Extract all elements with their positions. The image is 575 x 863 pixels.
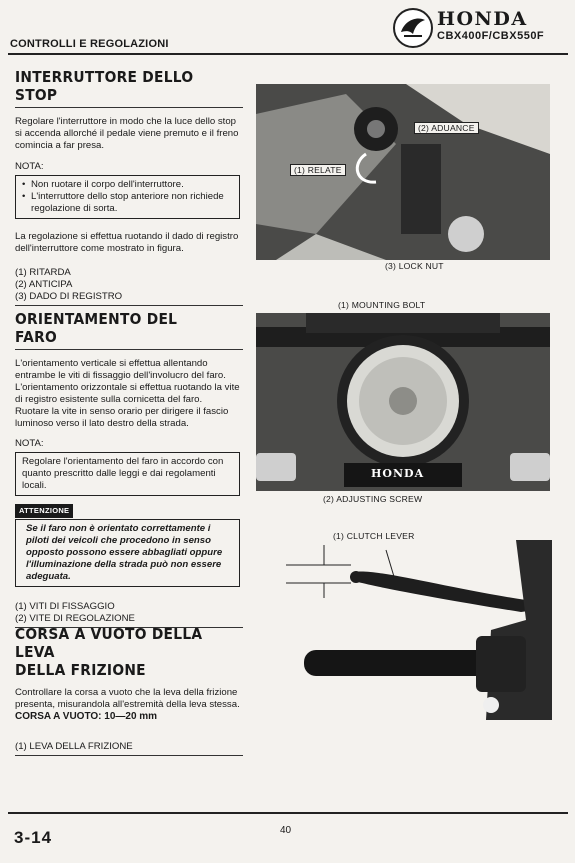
- honda-wing-logo: [393, 8, 433, 48]
- legend-item: (1) RITARDA: [15, 267, 71, 278]
- stop-switch-title: INTERRUTTORE DELLO STOP: [15, 68, 194, 104]
- section-title: CONTROLLI E REGOLAZIONI: [10, 38, 169, 50]
- title-rule: [15, 107, 243, 108]
- stop-switch-procedure: La regolazione si effettua ruotando il dado di registro dell'interruttore come mostrato in figura.: [15, 231, 239, 254]
- clutch-lever-label: (1) CLUTCH LEVER: [333, 531, 415, 541]
- mounting-bolt-label: (1) MOUNTING BOLT: [338, 300, 426, 310]
- brand-name: HONDA: [437, 8, 528, 30]
- note-label: NOTA:: [15, 161, 44, 172]
- note-box: [15, 452, 240, 496]
- clutch-spec: CORSA A VUOTO: 10—20 mm: [15, 711, 158, 722]
- warning-text: Se il faro non è orientato correttamente i piloti dei veicoli che procedono in senso opposto possono essere abbagliati oppure l'illuminazione della strada può non essere adeguata.: [26, 523, 223, 582]
- headlight-body: Ruotare la vite in senso orario per dirigere il fascio luminoso verso il lato destro della strada.: [15, 406, 229, 429]
- note-text: Regolare l'orientamento del faro in accordo con quanto prescritto dalle leggi e dai regolamenti locali.: [22, 456, 224, 491]
- legend-item: (1) LEVA DELLA FRIZIONE: [15, 741, 133, 752]
- title-rule: [15, 349, 243, 350]
- legend-item: (1) VITI DI FISSAGGIO: [15, 601, 115, 612]
- headlight-body: L'orientamento verticale si effettua allentando entrambe le viti di fissaggio dell'involucro del faro.: [15, 358, 226, 381]
- legend-item: (3) DADO DI REGISTRO: [15, 291, 123, 302]
- model-name: CBX400F/CBX550F: [437, 30, 545, 42]
- note-item: • Non ruotare il corpo dell'interruttore.: [22, 179, 233, 191]
- clutch-section: [15, 625, 240, 756]
- clutch-title-line2: DELLA FRIZIONE: [15, 661, 146, 679]
- page-code: 3-14: [14, 828, 53, 847]
- note-box: [15, 175, 240, 219]
- clutch-lever-illustration: [286, 540, 552, 720]
- clutch-lever-photo: [286, 540, 552, 720]
- stop-switch-intro: Regolare l'interruttore in modo che la luce dello stop si accenda allorché il pedale viene premuto e il freno comincia a far presa.: [15, 116, 239, 151]
- headlight-photo: [256, 313, 550, 491]
- stop-switch-section: [15, 68, 240, 306]
- legend-item: (2) ANTICIPA: [15, 279, 73, 290]
- section-rule: [15, 755, 243, 756]
- lock-nut-label: (3) LOCK NUT: [385, 261, 444, 271]
- clutch-title-line1: CORSA A VUOTO DELLA LEVA: [15, 625, 203, 661]
- note-label: NOTA:: [15, 438, 44, 449]
- warning-block: [15, 504, 240, 587]
- stop-switch-photo: [256, 84, 550, 260]
- legend-item: (2) VITE DI REGOLAZIONE: [15, 613, 135, 624]
- warning-badge: ATTENZIONE: [15, 504, 73, 518]
- headlight-illustration: [256, 313, 550, 491]
- header-rule: [8, 53, 568, 55]
- wing-icon: [395, 10, 431, 46]
- headlight-legend: [15, 601, 240, 625]
- headlight-section: [15, 310, 240, 628]
- stop-switch-legend: [15, 267, 240, 303]
- headlight-brand-text: HONDA: [371, 467, 425, 480]
- warning-box: [15, 519, 240, 587]
- retard-label: (1) RELATE: [290, 164, 346, 176]
- advance-label: (2) ADUANCE: [414, 122, 479, 134]
- note-item: • L'interruttore dello stop anteriore non richiede regolazione di sorta.: [22, 191, 233, 215]
- footer-rule: [8, 812, 568, 814]
- clutch-body: Controllare la corsa a vuoto che la leva della frizione presenta, misurandola all'estremità della leva stessa.: [15, 687, 240, 710]
- section-rule: [15, 305, 243, 306]
- headlight-body: L'orientamento orizzontale si effettua ruotando la vite di registro esistente sulla cornicetta del faro.: [15, 382, 240, 405]
- page-number: 40: [280, 825, 292, 836]
- clutch-legend: [15, 741, 240, 753]
- headlight-title: ORIENTAMENTO DEL FARO: [15, 310, 178, 346]
- adjusting-screw-label: (2) ADJUSTING SCREW: [323, 494, 423, 504]
